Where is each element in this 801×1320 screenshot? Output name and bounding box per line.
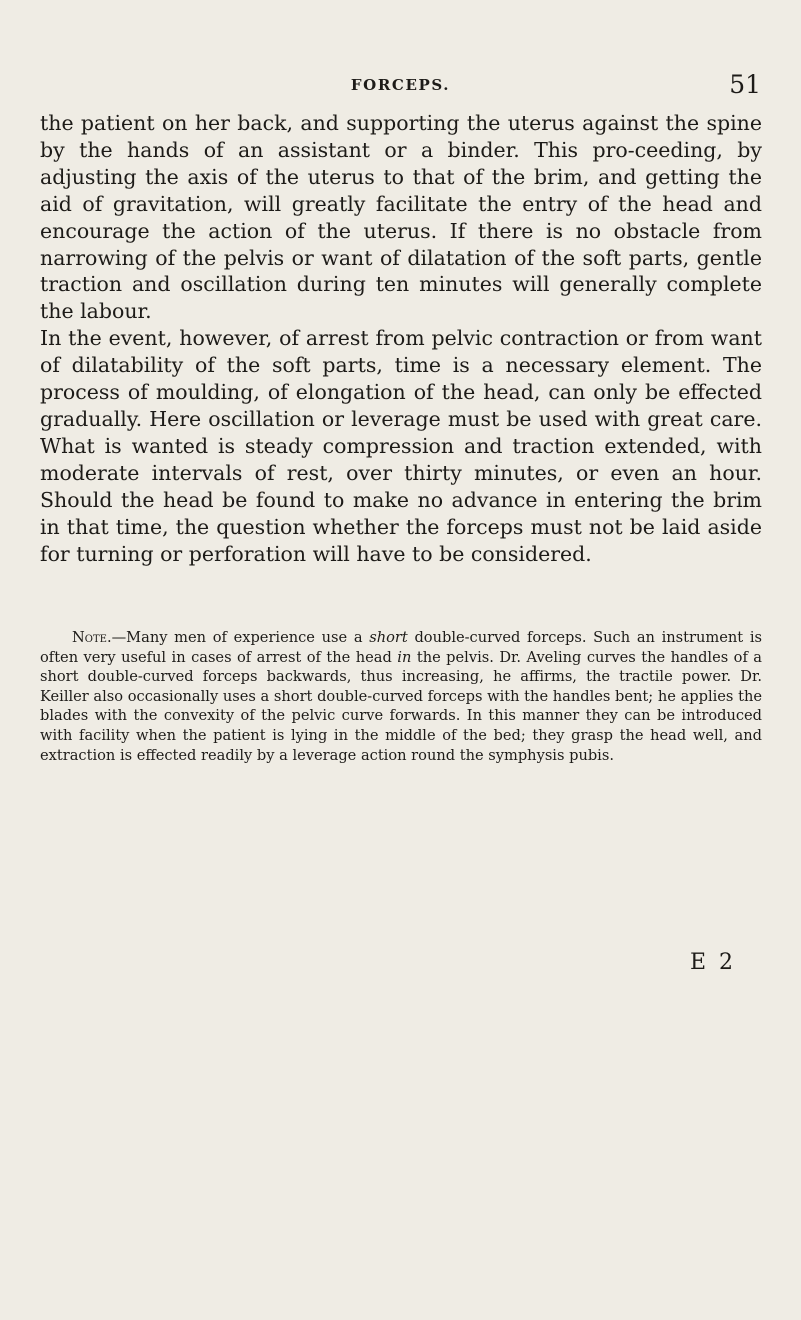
note-label: Note.: [72, 629, 112, 646]
footnote: [40, 628, 762, 765]
paragraph-1: the patient on her back, and supporting the uterus against the spine by the hands of an assistant or a binder. This pro-ceeding, by adjusting the axis of the uterus to that of the brim, and getting the aid of gravitation, will greatly facilitate the entry of the head and encourage the action of the uterus. If there is no obstacle from narrowing of the pelvis or want of dilatation of the soft parts, gentle traction and oscillation during ten minutes will generally complete the labour.: [40, 111, 762, 324]
running-head: [40, 70, 761, 104]
signature-mark: E 2: [690, 950, 737, 975]
note-text-2: double-curved forceps. Such an instrument is often very useful in cases of arrest of the head: [40, 629, 762, 666]
note-text-1: Many men of experience use a: [126, 629, 370, 646]
running-title: FORCEPS.: [350, 76, 451, 94]
note-emphasis-in: in: [397, 648, 412, 666]
note-dash: —: [111, 629, 127, 646]
page-number: 51: [729, 70, 761, 99]
body-text: [40, 110, 762, 567]
footnote-paragraph: [40, 628, 762, 765]
note-text-3: the pelvis. Dr. Aveling curves the handles of a short double-curved forceps backwards, thus increasing, he affirms, the tractile power. Dr. Keiller also occasionally uses a short double-curved forceps with the handles bent; he applies the blades with the convexity of the pelvic curve forwards. In this manner they can be introduced with facility when the patient is lying in the middle of the bed; they grasp the head well, and extraction is effected readily by a leverage action round the symphysis pubis.: [40, 648, 763, 764]
note-emphasis-short: short: [369, 629, 408, 646]
paragraph-2: In the event, however, of arrest from pelvic contraction or from want of dilatability of the soft parts, time is a necessary element. The process of moulding, of elongation of the head, can only be effected gradually. Here oscillation or leverage must be used with great care. What is wanted is steady compression and traction extended, with moderate intervals of rest, over thirty minutes, or even an hour. Should the head be found to make no advance in entering the brim in that time, the question whether the forceps must not be laid aside for turning or perforation will have to be considered.: [40, 326, 762, 566]
